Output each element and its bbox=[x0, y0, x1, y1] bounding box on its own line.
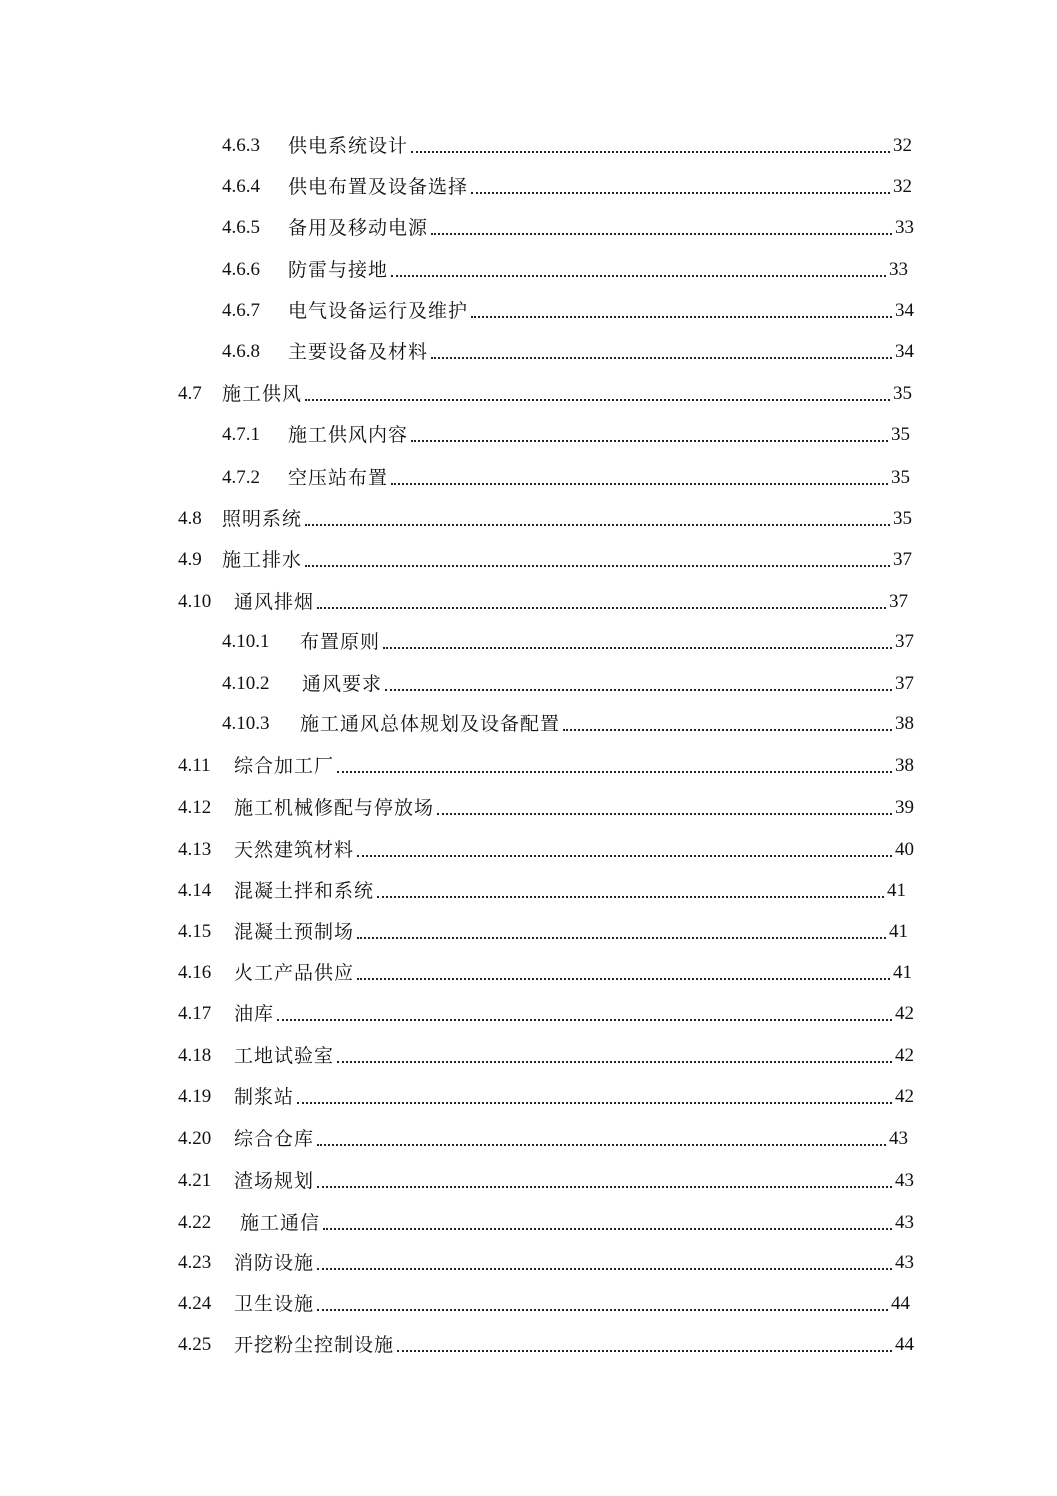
toc-entry-number: 4.6.8 bbox=[222, 341, 260, 362]
dot-leader bbox=[305, 399, 890, 401]
toc-entry-page: 34 bbox=[895, 341, 914, 362]
dot-leader bbox=[317, 1268, 892, 1270]
toc-entry-number: 4.12 bbox=[178, 797, 212, 818]
toc-entry-page: 43 bbox=[889, 1128, 908, 1149]
toc-entry[interactable] bbox=[222, 624, 914, 654]
toc-entry-page: 37 bbox=[889, 591, 908, 612]
dot-leader bbox=[397, 1350, 892, 1352]
toc-entry[interactable] bbox=[178, 955, 912, 985]
dot-leader bbox=[357, 978, 890, 980]
toc-entry-page: 44 bbox=[895, 1334, 914, 1355]
toc-entry-page: 42 bbox=[895, 1086, 914, 1107]
toc-entry-number: 4.11 bbox=[178, 755, 211, 776]
toc-entry-page: 32 bbox=[893, 135, 912, 156]
toc-entry-number: 4.6.4 bbox=[222, 176, 260, 197]
dot-leader bbox=[385, 689, 892, 691]
toc-entry[interactable] bbox=[178, 914, 908, 944]
dot-leader bbox=[323, 1228, 892, 1230]
toc-entry[interactable] bbox=[222, 706, 914, 736]
toc-entry-number: 4.16 bbox=[178, 962, 212, 983]
toc-entry-title: 综合仓库 bbox=[234, 1128, 315, 1150]
toc-entry[interactable] bbox=[222, 666, 914, 696]
toc-entry[interactable] bbox=[178, 1327, 914, 1357]
toc-entry-title: 卫生设施 bbox=[234, 1293, 315, 1315]
dot-leader bbox=[317, 1144, 886, 1146]
toc-entry[interactable] bbox=[222, 334, 914, 364]
dot-leader bbox=[277, 1019, 892, 1021]
toc-entry-number: 4.8 bbox=[178, 508, 202, 529]
toc-entry-page: 40 bbox=[895, 839, 914, 860]
dot-leader bbox=[411, 151, 890, 153]
toc-entry-title: 渣场规划 bbox=[234, 1170, 315, 1192]
toc-entry-title: 防雷与接地 bbox=[288, 259, 389, 281]
toc-entry-title: 通风要求 bbox=[302, 673, 383, 695]
toc-entry-page: 35 bbox=[893, 383, 912, 404]
toc-entry-number: 4.25 bbox=[178, 1334, 212, 1355]
dot-leader bbox=[317, 607, 886, 609]
toc-entry-page: 33 bbox=[895, 217, 914, 238]
dot-leader bbox=[337, 771, 892, 773]
dot-leader bbox=[337, 1061, 892, 1063]
toc-entry-title: 制浆站 bbox=[234, 1086, 295, 1108]
toc-entry[interactable] bbox=[178, 501, 912, 531]
toc-entry-page: 32 bbox=[893, 176, 912, 197]
toc-entry-title: 施工机械修配与停放场 bbox=[234, 797, 435, 819]
toc-entry-number: 4.10.2 bbox=[222, 673, 270, 694]
toc-entry-number: 4.21 bbox=[178, 1170, 212, 1191]
dot-leader bbox=[383, 647, 892, 649]
toc-entry-title: 施工通风总体规划及设备配置 bbox=[300, 713, 561, 735]
toc-entry[interactable] bbox=[178, 748, 914, 778]
toc-entry-page: 44 bbox=[891, 1293, 910, 1314]
toc-entry-number: 4.7 bbox=[178, 383, 202, 404]
toc-entry-page: 37 bbox=[895, 673, 914, 694]
toc-entry-title: 空压站布置 bbox=[288, 467, 389, 489]
toc-entry-page: 43 bbox=[895, 1252, 914, 1273]
dot-leader bbox=[471, 192, 890, 194]
toc-entry-title: 施工通信 bbox=[240, 1212, 321, 1234]
toc-entry-page: 41 bbox=[887, 880, 906, 901]
toc-entry-number: 4.14 bbox=[178, 880, 212, 901]
toc-entry-number: 4.17 bbox=[178, 1003, 212, 1024]
dot-leader bbox=[437, 813, 892, 815]
toc-entry-title: 电气设备运行及维护 bbox=[288, 300, 469, 322]
toc-entry-number: 4.22 bbox=[178, 1212, 212, 1233]
toc-entry-page: 43 bbox=[895, 1170, 914, 1191]
toc-entry-number: 4.20 bbox=[178, 1128, 212, 1149]
toc-entry-number: 4.23 bbox=[178, 1252, 212, 1273]
toc-entry[interactable] bbox=[222, 128, 912, 158]
toc-entry-page: 38 bbox=[895, 713, 914, 734]
toc-entry[interactable] bbox=[178, 1245, 914, 1275]
toc-entry-title: 消防设施 bbox=[234, 1252, 315, 1274]
dot-leader bbox=[317, 1186, 892, 1188]
dot-leader bbox=[297, 1102, 892, 1104]
toc-entry-page: 41 bbox=[889, 921, 908, 942]
dot-leader bbox=[357, 937, 886, 939]
toc-entry-title: 混凝土拌和系统 bbox=[234, 880, 375, 902]
toc-entry[interactable] bbox=[178, 1121, 908, 1151]
toc-entry-page: 41 bbox=[893, 962, 912, 983]
toc-entry-title: 通风排烟 bbox=[234, 591, 315, 613]
dot-leader bbox=[377, 896, 884, 898]
toc-entry[interactable] bbox=[178, 832, 914, 862]
toc-entry[interactable] bbox=[178, 1286, 910, 1316]
toc-entry[interactable] bbox=[178, 542, 912, 572]
toc-entry-number: 4.6.5 bbox=[222, 217, 260, 238]
toc-entry-title: 天然建筑材料 bbox=[234, 839, 355, 861]
toc-entry-title: 布置原则 bbox=[300, 631, 381, 653]
toc-entry-title: 供电布置及设备选择 bbox=[288, 176, 469, 198]
toc-entry-title: 混凝土预制场 bbox=[234, 921, 355, 943]
toc-entry-page: 35 bbox=[891, 424, 910, 445]
toc-entry-page: 37 bbox=[895, 631, 914, 652]
toc-entry-page: 42 bbox=[895, 1003, 914, 1024]
toc-entry-page: 42 bbox=[895, 1045, 914, 1066]
toc-entry-number: 4.24 bbox=[178, 1293, 212, 1314]
toc-entry[interactable] bbox=[178, 790, 914, 820]
toc-entry[interactable] bbox=[178, 1038, 914, 1068]
toc-entry[interactable] bbox=[222, 252, 908, 282]
toc-entry[interactable] bbox=[222, 417, 910, 447]
dot-leader bbox=[563, 729, 892, 731]
dot-leader bbox=[431, 357, 892, 359]
toc-entry-number: 4.9 bbox=[178, 549, 202, 570]
toc-entry-number: 4.6.6 bbox=[222, 259, 260, 280]
toc-entry[interactable] bbox=[222, 460, 910, 490]
toc-entry-title: 备用及移动电源 bbox=[288, 217, 429, 239]
toc-entry-number: 4.7.1 bbox=[222, 424, 260, 445]
toc-entry[interactable] bbox=[178, 1079, 914, 1109]
toc-entry-number: 4.19 bbox=[178, 1086, 212, 1107]
toc-entry-page: 35 bbox=[893, 508, 912, 529]
toc-entry[interactable] bbox=[222, 210, 914, 240]
toc-entry-title: 主要设备及材料 bbox=[288, 341, 429, 363]
toc-entry-title: 施工排水 bbox=[222, 549, 303, 571]
toc-entry-page: 37 bbox=[893, 549, 912, 570]
toc-entry[interactable] bbox=[178, 996, 914, 1026]
toc-entry-number: 4.10.3 bbox=[222, 713, 270, 734]
dot-leader bbox=[317, 1309, 888, 1311]
toc-entry-number: 4.6.7 bbox=[222, 300, 260, 321]
dot-leader bbox=[305, 565, 890, 567]
toc-entry-number: 4.15 bbox=[178, 921, 212, 942]
toc-entry-title: 火工产品供应 bbox=[234, 962, 355, 984]
toc-entry[interactable] bbox=[178, 873, 906, 903]
toc-entry[interactable] bbox=[178, 1205, 914, 1235]
dot-leader bbox=[391, 483, 888, 485]
toc-entry-title: 综合加工厂 bbox=[234, 755, 335, 777]
toc-entry-page: 35 bbox=[891, 467, 910, 488]
toc-entry-title: 施工供风内容 bbox=[288, 424, 409, 446]
toc-entry-page: 38 bbox=[895, 755, 914, 776]
toc-entry-page: 39 bbox=[895, 797, 914, 818]
toc-entry[interactable] bbox=[178, 376, 912, 406]
toc-entry[interactable] bbox=[178, 584, 908, 614]
toc-entry-number: 4.6.3 bbox=[222, 135, 260, 156]
toc-entry-page: 33 bbox=[889, 259, 908, 280]
toc-entry-title: 施工供风 bbox=[222, 383, 303, 405]
toc-entry[interactable] bbox=[178, 1163, 914, 1193]
toc-entry-title: 供电系统设计 bbox=[288, 135, 409, 157]
toc-entry-page: 43 bbox=[895, 1212, 914, 1233]
toc-entry-number: 4.18 bbox=[178, 1045, 212, 1066]
dot-leader bbox=[357, 855, 892, 857]
toc-entry[interactable] bbox=[222, 293, 914, 323]
toc-entry-number: 4.7.2 bbox=[222, 467, 260, 488]
dot-leader bbox=[471, 316, 892, 318]
dot-leader bbox=[411, 440, 888, 442]
toc-entry-page: 34 bbox=[895, 300, 914, 321]
toc-entry-title: 照明系统 bbox=[222, 508, 303, 530]
toc-entry-number: 4.13 bbox=[178, 839, 212, 860]
dot-leader bbox=[305, 524, 890, 526]
dot-leader bbox=[431, 233, 892, 235]
toc-entry[interactable] bbox=[222, 169, 912, 199]
toc-entry-number: 4.10.1 bbox=[222, 631, 270, 652]
toc-entry-number: 4.10 bbox=[178, 591, 212, 612]
toc-entry-title: 油库 bbox=[234, 1003, 275, 1025]
toc-entry-title: 工地试验室 bbox=[234, 1045, 335, 1067]
toc-entry-title: 开挖粉尘控制设施 bbox=[234, 1334, 395, 1356]
dot-leader bbox=[391, 275, 886, 277]
